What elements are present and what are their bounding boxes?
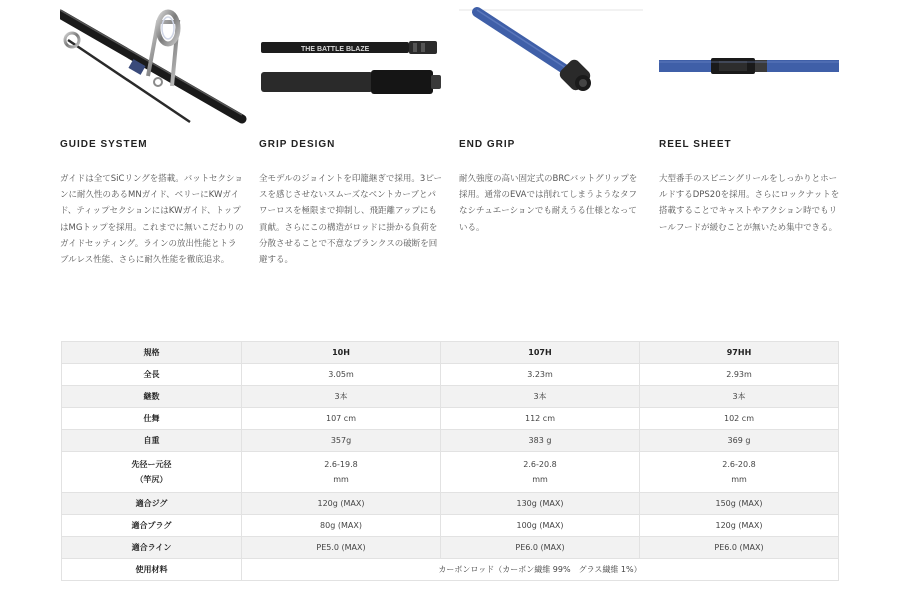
- spec-value-cell: 112 cm: [441, 408, 640, 430]
- feature-title: REEL SHEET: [659, 139, 732, 150]
- spec-row: [62, 515, 839, 537]
- spec-value-cell: 100g (MAX): [441, 515, 640, 537]
- spec-value-cell: 3.23m: [441, 364, 640, 386]
- spec-row: [62, 430, 839, 452]
- spec-row: [62, 452, 839, 493]
- spec-value-cell: 150g (MAX): [640, 493, 839, 515]
- rod-lettering: THE BATTLE BLAZE: [301, 46, 370, 53]
- spec-value-cell: PE6.0 (MAX): [441, 537, 640, 559]
- feature-description: 大型番手のスピニングリールをしっかりとホールドするDPS20を採用。さらにロックナットを搭載することでキャストやアクション時でもリールフードが緩むことが無いため集中できる。: [659, 174, 840, 233]
- feature-title: END GRIP: [459, 139, 516, 150]
- spec-row: [62, 537, 839, 559]
- spec-value-cell: 369 g: [640, 430, 839, 452]
- rod-guide-photo: [60, 0, 260, 130]
- reel-seat-photo: [659, 0, 859, 130]
- feature-description: 耐久強度の高い固定式のBRCバットグリップを採用。通常のEVAでは削れてしまうようなタフなシチュエーションでも耐えうる仕様となっている。: [459, 174, 638, 233]
- spec-header-cell: 10H: [242, 342, 441, 364]
- spec-value-cell: 107 cm: [242, 408, 441, 430]
- spec-label-cell: 先径ー元径 （竿尻）: [62, 452, 242, 493]
- spec-value-cell: 2.93m: [640, 364, 839, 386]
- feature-title: GUIDE SYSTEM: [60, 139, 148, 150]
- spec-value-cell: 102 cm: [640, 408, 839, 430]
- spec-header-cell: 97HH: [640, 342, 839, 364]
- spec-label-cell: 使用材料: [62, 559, 242, 581]
- spec-row-material: [62, 559, 839, 581]
- spec-value-cell: 3本: [441, 386, 640, 408]
- spec-value-cell: PE5.0 (MAX): [242, 537, 441, 559]
- spec-value-cell: 120g (MAX): [640, 515, 839, 537]
- spec-value-cell: 120g (MAX): [242, 493, 441, 515]
- spec-value-cell: 80g (MAX): [242, 515, 441, 537]
- spec-table-body: [62, 364, 839, 581]
- spec-material-value: カーボンロッド（カーボン繊維 99% グラス繊維 1%）: [242, 559, 839, 581]
- spec-value-cell: PE6.0 (MAX): [640, 537, 839, 559]
- spec-value-cell: 3.05m: [242, 364, 441, 386]
- feature-description: ガイドは全てSiCリングを搭載。バットセクションに耐久性のあるMNガイド、ベリーにKWガイド、ティップセクションにはKWガイド、トップはMGトップを採用。これまでに無いこだわりのガイドセッティング。ラインの放出性能とトラブルレス性能、さらに耐久性能を徹底追求。: [60, 174, 244, 266]
- spec-value-cell: 3本: [242, 386, 441, 408]
- end-grip-photo: [459, 0, 659, 130]
- spec-value-cell: 130g (MAX): [441, 493, 640, 515]
- spec-label-cell: 自重: [62, 430, 242, 452]
- spec-row: [62, 408, 839, 430]
- spec-header-row: [62, 342, 839, 364]
- spec-value-cell: 383 g: [441, 430, 640, 452]
- spec-label-cell: 仕舞: [62, 408, 242, 430]
- spec-value-cell: 2.6-20.8 mm: [640, 452, 839, 493]
- spec-row: [62, 386, 839, 408]
- spec-label-cell: 全長: [62, 364, 242, 386]
- spec-label-cell: 適合ジグ: [62, 493, 242, 515]
- spec-value-cell: 3本: [640, 386, 839, 408]
- rod-joint-photo: [259, 0, 459, 130]
- spec-row: [62, 364, 839, 386]
- spec-label-cell: 適合プラグ: [62, 515, 242, 537]
- spec-value-cell: 357g: [242, 430, 441, 452]
- spec-row: [62, 493, 839, 515]
- spec-header-cell: 107H: [441, 342, 640, 364]
- spec-value-cell: 2.6-19.8 mm: [242, 452, 441, 493]
- spec-table: [61, 341, 839, 581]
- spec-header-cell: 規格: [62, 342, 242, 364]
- feature-title: GRIP DESIGN: [259, 139, 336, 150]
- feature-description: 全モデルのジョイントを印籠継ぎで採用。3ピースを感じさせないスムーズなベントカーブとパワーロスを極限まで抑制し、飛距離アップにも貢献。さらにこの構造がロッドに掛かる負荷を分散させることで不意なブランクスの破断を回避する。: [259, 174, 442, 266]
- spec-value-cell: 2.6-20.8 mm: [441, 452, 640, 493]
- spec-label-cell: 継数: [62, 386, 242, 408]
- spec-label-cell: 適合ライン: [62, 537, 242, 559]
